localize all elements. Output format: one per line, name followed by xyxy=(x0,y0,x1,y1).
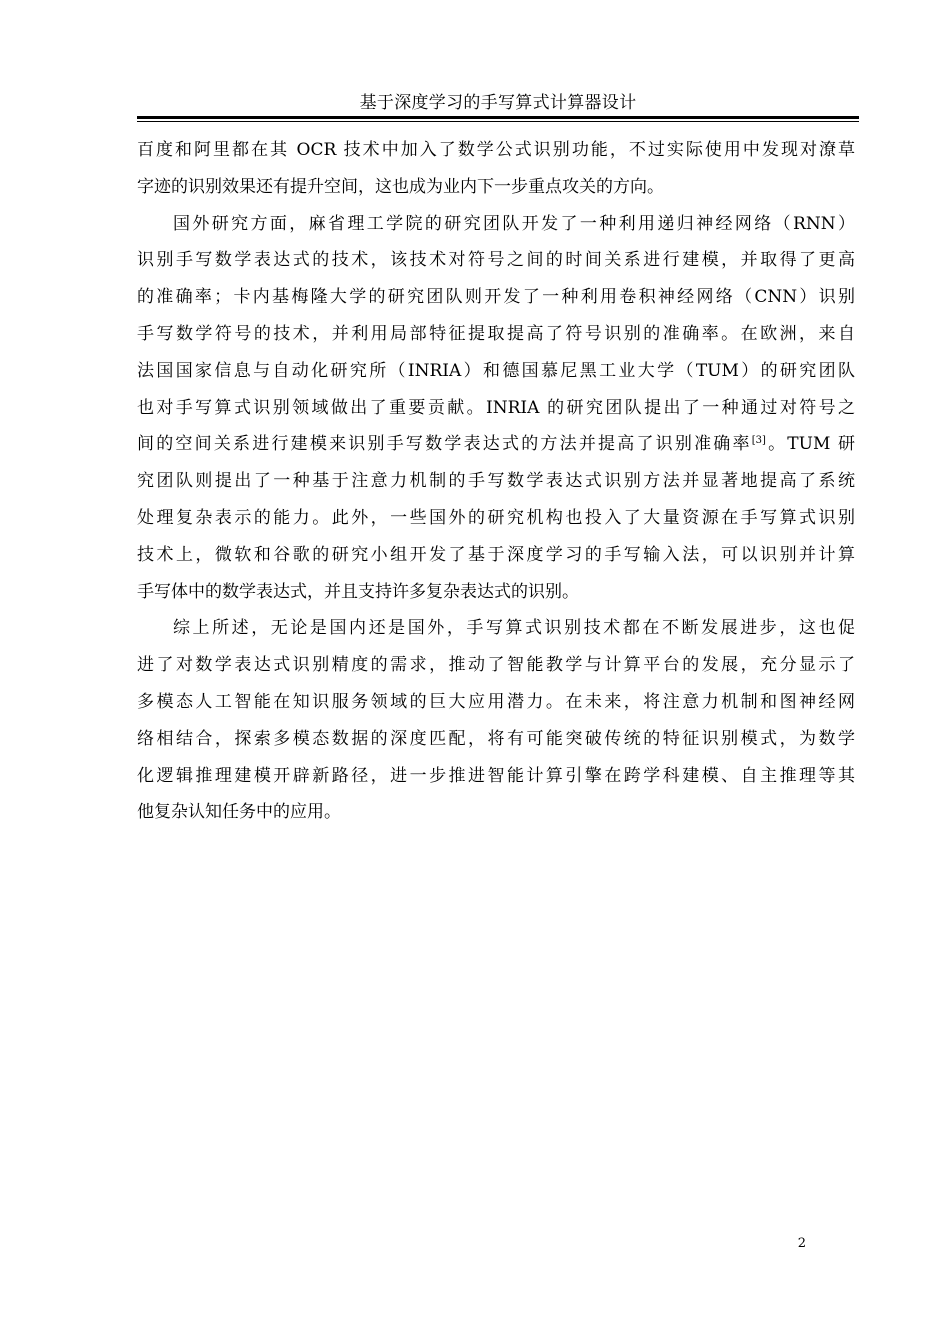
paragraph-line: 化逻辑推理建模开辟新路径，进一步推进智能计算引擎在跨学科建模、自主推理等其 xyxy=(137,765,855,786)
paragraph-line: 也对手写算式识别领域做出了重要贡献。INRIA 的研究团队提出了一种通过对符号之 xyxy=(137,397,855,418)
paragraph-1 xyxy=(137,132,855,206)
paragraph-line: 手写数学符号的技术，并利用局部特征提取提高了符号识别的准确率。在欧洲，来自 xyxy=(137,323,855,344)
paragraph-line: 国外研究方面，麻省理工学院的研究团队开发了一种利用递归神经网络（RNN） xyxy=(173,213,855,234)
citation-reference[interactable]: [3] xyxy=(751,435,766,447)
paragraph-line: 进了对数学表达式识别精度的需求，推动了智能教学与计算平台的发展，充分显示了 xyxy=(137,655,855,676)
paragraph-line: 他复杂认知任务中的应用。 xyxy=(137,802,341,823)
paragraph-line: 手写体中的数学表达式，并且支持许多复杂表达式的识别。 xyxy=(137,581,579,602)
page-number: 2 xyxy=(797,1236,806,1251)
page-header-title: 基于深度学习的手写算式计算器设计 xyxy=(359,93,637,113)
paragraph-line: 识别手写数学表达式的技术，该技术对符号之间的时间关系进行建模，并取得了更高 xyxy=(137,250,855,271)
paragraph-line: 百度和阿里都在其 OCR 技术中加入了数学公式识别功能，不过实际使用中发现对潦草 xyxy=(137,140,855,160)
line-text-tail: 。TUM 研 xyxy=(765,434,855,455)
body-text xyxy=(137,132,855,831)
paragraph-line: 究团队则提出了一种基于注意力机制的手写数学表达式识别方法并显著地提高了系统 xyxy=(137,471,855,492)
paragraph-line: 络相结合，探索多模态数据的深度匹配，将有可能突破传统的特征识别模式，为数学 xyxy=(137,728,855,749)
paragraph-3 xyxy=(137,610,855,831)
paragraph-line: 多模态人工智能在知识服务领域的巨大应用潜力。在未来，将注意力机制和图神经网 xyxy=(137,691,855,712)
header-rule-thin xyxy=(137,121,859,122)
paragraph-line: 的准确率；卡内基梅隆大学的研究团队则开发了一种利用卷积神经网络（CNN）识别 xyxy=(137,287,855,308)
paragraph-line: 技术上，微软和谷歌的研究小组开发了基于深度学习的手写输入法，可以识别并计算 xyxy=(137,544,855,565)
paragraph-line: 综上所述，无论是国内还是国外，手写算式识别技术都在不断发展进步，这也促 xyxy=(173,618,855,639)
header-rule-thick xyxy=(137,116,859,119)
paragraph-line: 处理复杂表示的能力。此外，一些国外的研究机构也投入了大量资源在手写算式识别 xyxy=(137,507,855,528)
line-text: 间的空间关系进行建模来识别手写数学表达式的方法并提高了识别准确率 xyxy=(137,434,752,455)
paragraph-line: 字迹的识别效果还有提升空间，这也成为业内下一步重点攻关的方向。 xyxy=(137,176,664,197)
paragraph-2 xyxy=(137,206,855,611)
paragraph-line: 法国国家信息与自动化研究所（INRIA）和德国慕尼黑工业大学（TUM）的研究团队 xyxy=(137,360,855,381)
paragraph-line-with-citation xyxy=(137,426,855,463)
